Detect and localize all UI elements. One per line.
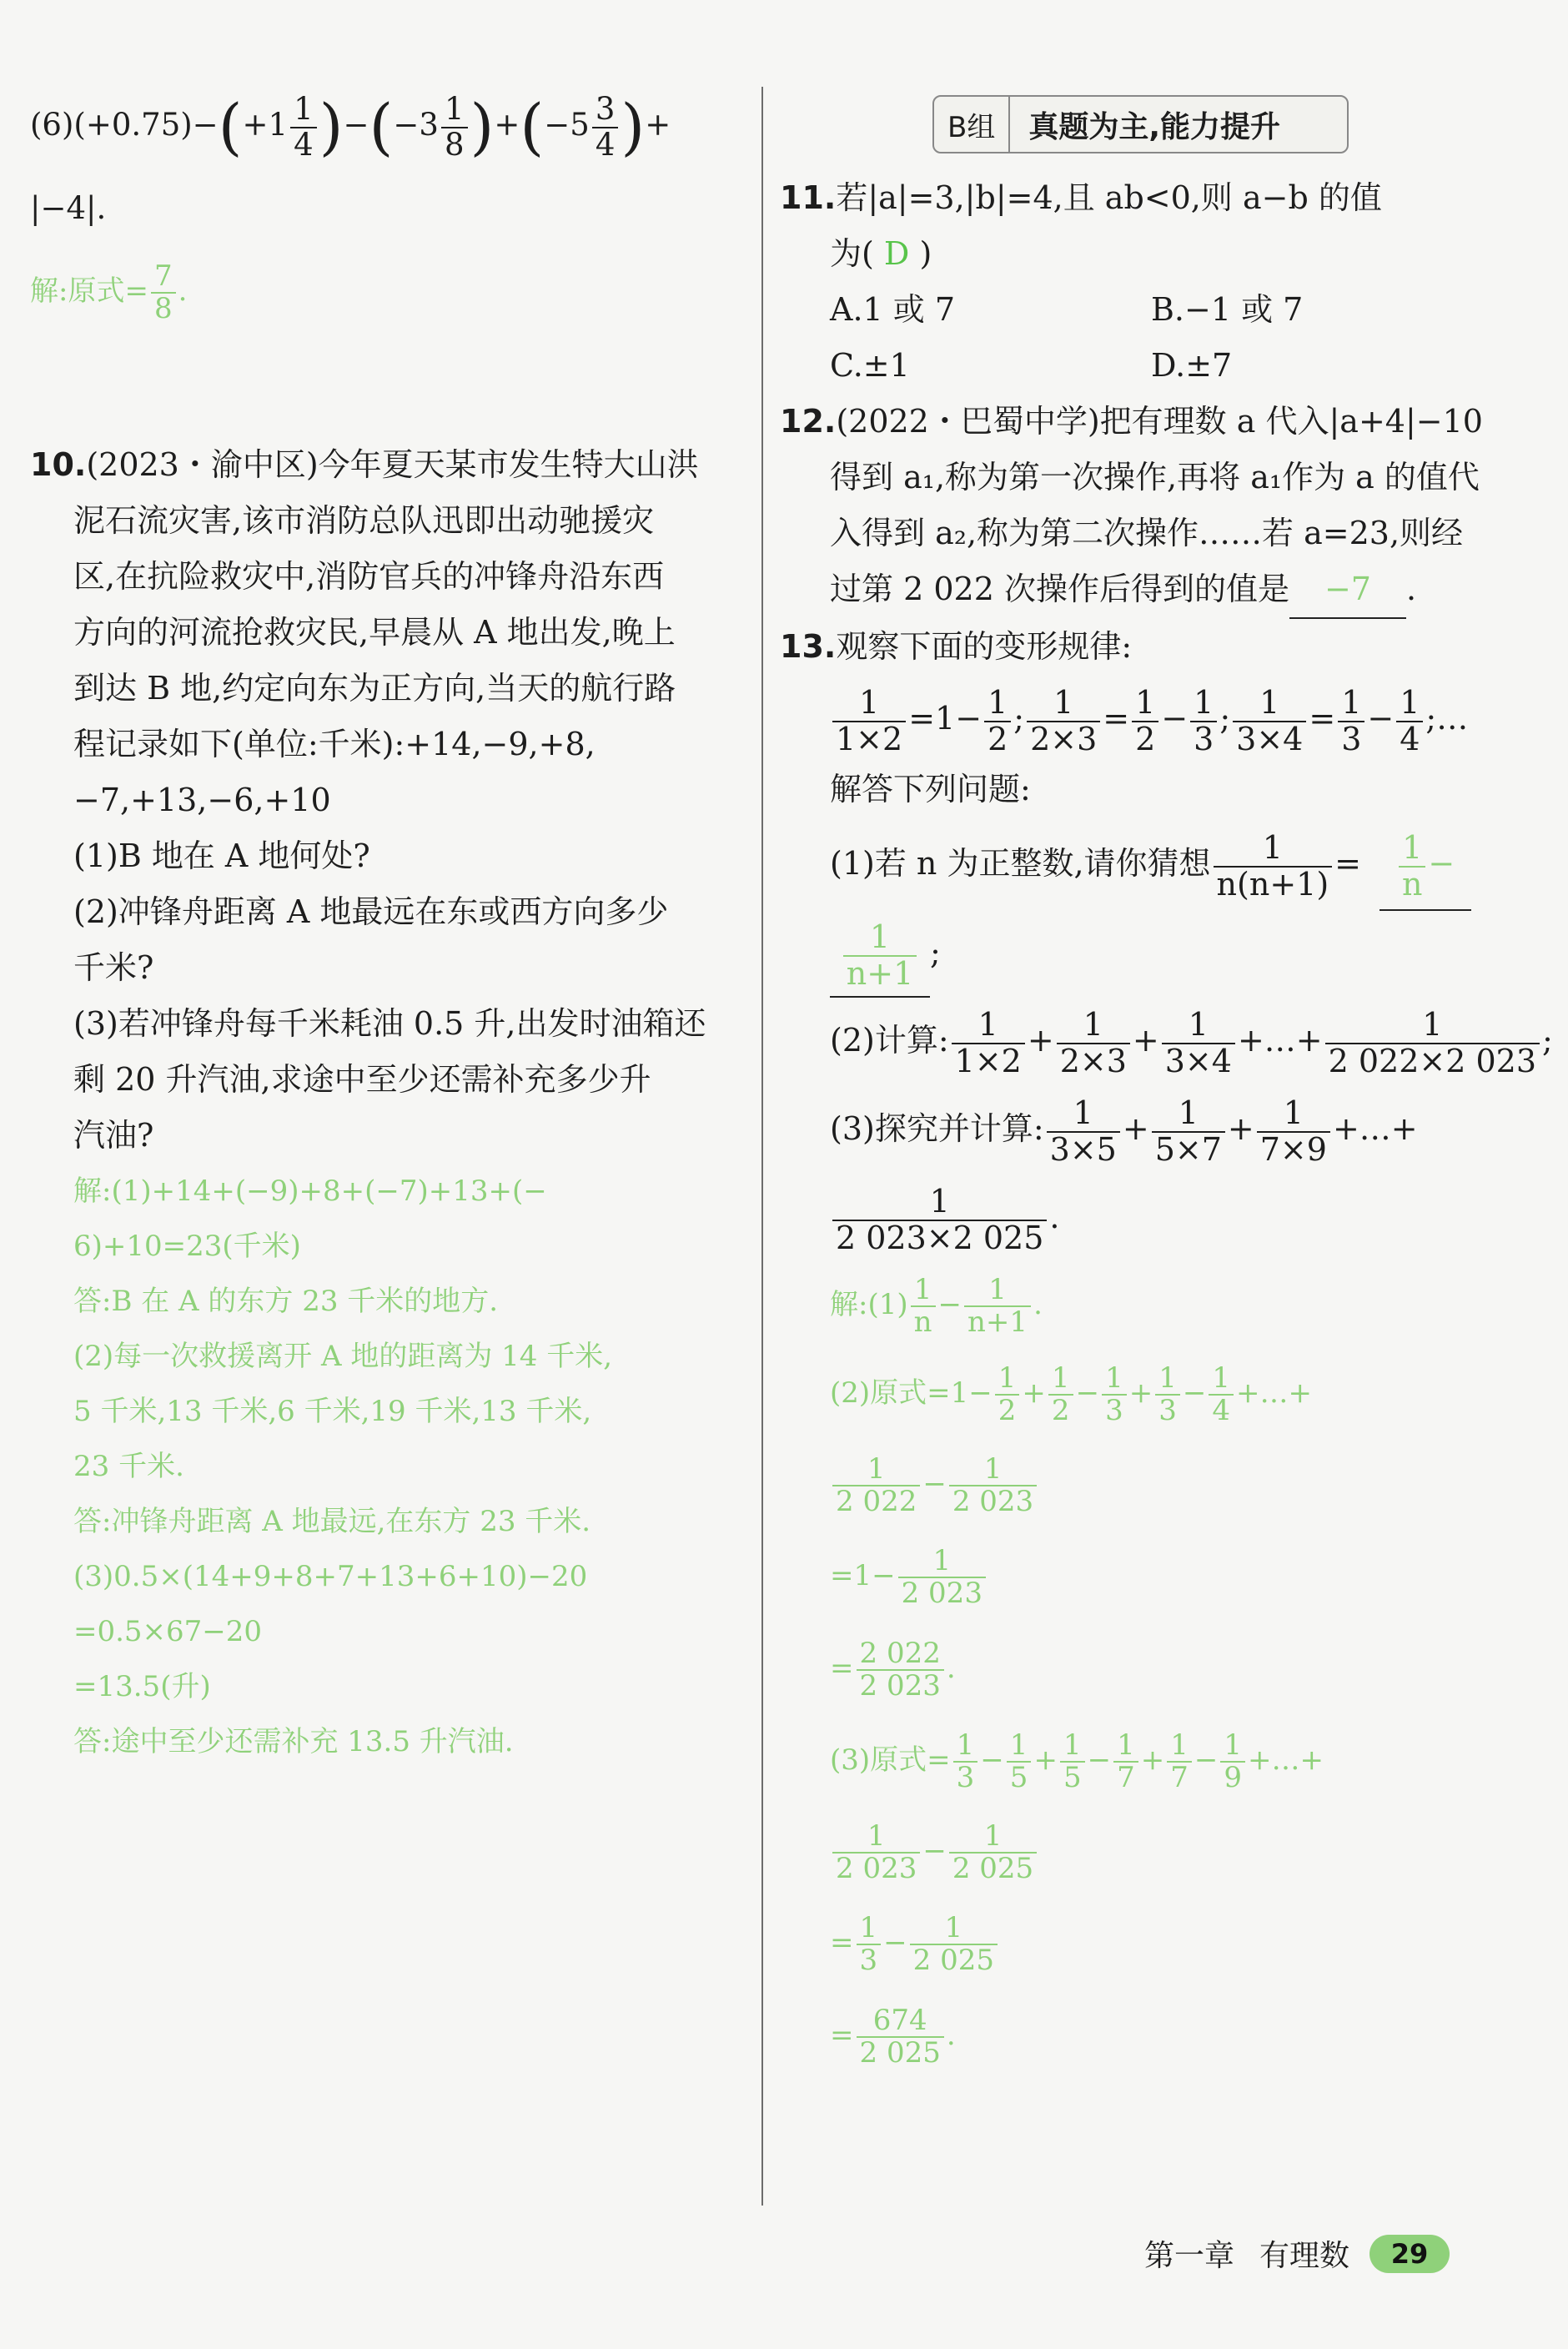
q12-answer: −7 [1289,561,1406,619]
q11-options-row-1 [780,282,1514,338]
q12-line-3: 过第 2 022 次操作后得到的值是 −7 . [780,561,1514,619]
q11-option-c: C.±1 [830,347,910,384]
q13-ans-2-line-4: = $\frac{2 022}{2 023}$ . [830,1636,956,1703]
q10-part-2: (2)冲锋舟距离 A 地最远在东或西方向多少 [73,893,669,930]
q10-part-1: (1)B 地在 A 地何处? [73,837,370,874]
q10-ans-line-9: =13.5(升) [73,1670,211,1703]
group-tag: B组 [934,97,1010,152]
section-label: 有理数 [1259,2239,1350,2273]
q13-ans-1: 解:(1) $\frac{1}{n}$ − $\frac{1}{n+1}$ . [830,1272,1043,1339]
group-title: 真题为主,能力提升 [1028,109,1281,144]
q13-part-3: (3)探究并计算: $\frac{1}{3\times 5}$ + $\frac{1}{5\times 7}$ + $\frac{1}{7\times 9}$ +…+ [830,1094,1418,1168]
q13-1-answer-b: $\frac{1}{n+1}$ [830,909,930,998]
q10-line-4: 到达 B 地,约定向东为正方向,当天的航行路 [73,670,676,707]
question-12 [780,394,1514,619]
q12-line-1: 得到 a₁,称为第一次操作,再将 a₁作为 a 的值代 [830,459,1480,495]
left-column [30,83,744,1769]
q10-ans-line-3: (2)每一次救援离开 A 地的距离为 14 千米, [73,1340,613,1373]
q12-line-0: 12.(2022・巴蜀中学)把有理数 a 代入|a+4|−10 [780,403,1483,440]
q10-line-3: 方向的河流抢救灾民,早晨从 A 地出发,晚上 [73,614,676,651]
q10-ans-line-8: =0.5×67−20 [73,1615,263,1648]
question-13 [780,619,1553,2082]
q13-ask: 解答下列问题: [830,771,1031,807]
q11-options-row-2 [780,338,1514,394]
q10-answer [30,1164,744,1769]
q11-option-d: D.±7 [1151,347,1233,384]
q12-line-2: 入得到 a₂,称为第二次操作……若 a=23,则经 [830,515,1464,551]
q13-part-2: (2)计算: $\frac{1}{1\times 2}$ + $\frac{1}{2\times 3}$ + $\frac{1}{3\times 4}$ +…+ $\frac{1}{2 022\times 2 023}$ ; [830,1005,1553,1079]
right-column [780,170,1553,2082]
q13-ans-3-line-1: (3)原式= $\frac{1}{3}$ − $\frac{1}{5}$ + $\frac{1}{5}$ − $\frac{1}{7}$ + $\frac{1}{7}$ − $\frac{1}{9}$ +…+ [830,1728,1324,1794]
q10-ans-line-10: 答:途中至少还需补充 13.5 升汽油. [73,1725,514,1758]
column-divider [761,87,763,2206]
q10-line-0: 10.(2023・渝中区)今年夏天某市发生特大山洪 [30,446,699,483]
q13-ans-2-line-2: $\frac{1}{2 022}$ − $\frac{1}{2 023}$ [830,1438,1514,1530]
q10-part-3-end: 汽油? [73,1117,154,1154]
q13-ans-3-line-4: = $\frac{674}{2 025}$ . [830,2003,956,2070]
question-11 [780,170,1514,394]
page-number-badge: 29 [1369,2235,1450,2273]
q13-answer [780,1261,1514,2082]
q13-part-1: (1)若 n 为正整数,请你猜想 $\frac{1}{n(n+1)}$ = $\frac{1}{n}$ − [780,817,1514,909]
q10-line-1: 泥石流灾害,该市消防总队迅即出动驰援灾 [73,502,655,539]
q13-intro: 13.观察下面的变形规律: [780,628,1133,665]
q13-part-3-cont: $\frac{1}{2 023\times 2 025}$ . [780,1173,1514,1261]
q11-answer: D [883,235,910,272]
q10-part-2-cont: 千米? [73,949,154,986]
page-footer [1144,2232,1450,2275]
q10-line-2: 区,在抗险救灾中,消防官兵的冲锋舟沿东西 [73,558,665,595]
q11-option-a: A.1 或 7 [830,291,956,328]
q13-1-answer-a: $\frac{1}{n}$ − [1380,817,1471,911]
chapter-label: 第一章 [1144,2239,1235,2273]
q10-ans-line-0: 解:(1)+14+(−9)+8+(−7)+13+(− [73,1174,547,1208]
q11-option-b: B.−1 或 7 [1151,291,1304,328]
q10-ans-line-2: 答:B 在 A 的东方 23 千米的地方. [73,1285,499,1318]
q10-part-3: (3)若冲锋舟每千米耗油 0.5 升,出发时油箱还 [73,1005,706,1042]
q10-line-6: −7,+13,−6,+10 [73,782,331,818]
q11-line-2: 为( D ) [830,235,932,272]
q10-ans-line-1: 6)+10=23(千米) [73,1230,301,1263]
q13-ans-2-line-3: =1− $\frac{1}{2 023}$ [830,1530,1514,1622]
q10-line-5: 程记录如下(单位:千米):+14,−9,+8, [73,726,596,762]
q10-ans-line-6: 答:冲锋舟距离 A 地最远,在东方 23 千米. [73,1505,591,1538]
question-10 [30,437,744,1769]
q11-line-1: 11.若|a|=3,|b|=4,且 ab<0,则 a−b 的值 [780,179,1382,216]
q9-6-tail: |−4|. [30,190,107,226]
q13-ans-3-line-3: = $\frac{1}{3}$ − $\frac{1}{2 025}$ [830,1897,1514,1989]
q13-ans-3-line-2: $\frac{1}{2 023}$ − $\frac{1}{2 025}$ [830,1805,1514,1897]
q13-part-1-cont: $\frac{1}{n+1}$ ; [780,909,1514,996]
q9-6-expression: (6)(+0.75)−(+1 $\frac{1}{4}$ )−(−3 $\frac{1}{8}$ )+(−5 $\frac{3}{4}$ )+ [30,90,671,163]
q13-ans-2-line-1: (2)原式=1− $\frac{1}{2}$ + $\frac{1}{2}$ − $\frac{1}{3}$ + $\frac{1}{3}$ − $\frac{1}{4}$ +…+ [830,1361,1312,1427]
q13-pattern: $\frac{1}{1\times 2}$ =1− $\frac{1}{2}$ ; $\frac{1}{2\times 3}$ = $\frac{1}{2}$ − $\frac{1}{3}$ ; $\frac{1}{3\times 4}$ = $\frac{1}{3}$ − $\frac{1}{4}$ ;… [780,675,1514,762]
q10-ans-line-4: 5 千米,13 千米,6 千米,19 千米,13 千米, [73,1395,592,1428]
q10-ans-line-5: 23 千米. [73,1450,184,1483]
q10-part-3-cont: 剩 20 升汽油,求途中至少还需补充多少升 [73,1061,651,1098]
q9-6-answer: 解:原式= $\frac{7}{8}$ . [30,259,188,325]
q10-ans-line-7: (3)0.5×(14+9+8+7+13+6+10)−20 [73,1560,588,1593]
group-b-header [932,95,1349,153]
